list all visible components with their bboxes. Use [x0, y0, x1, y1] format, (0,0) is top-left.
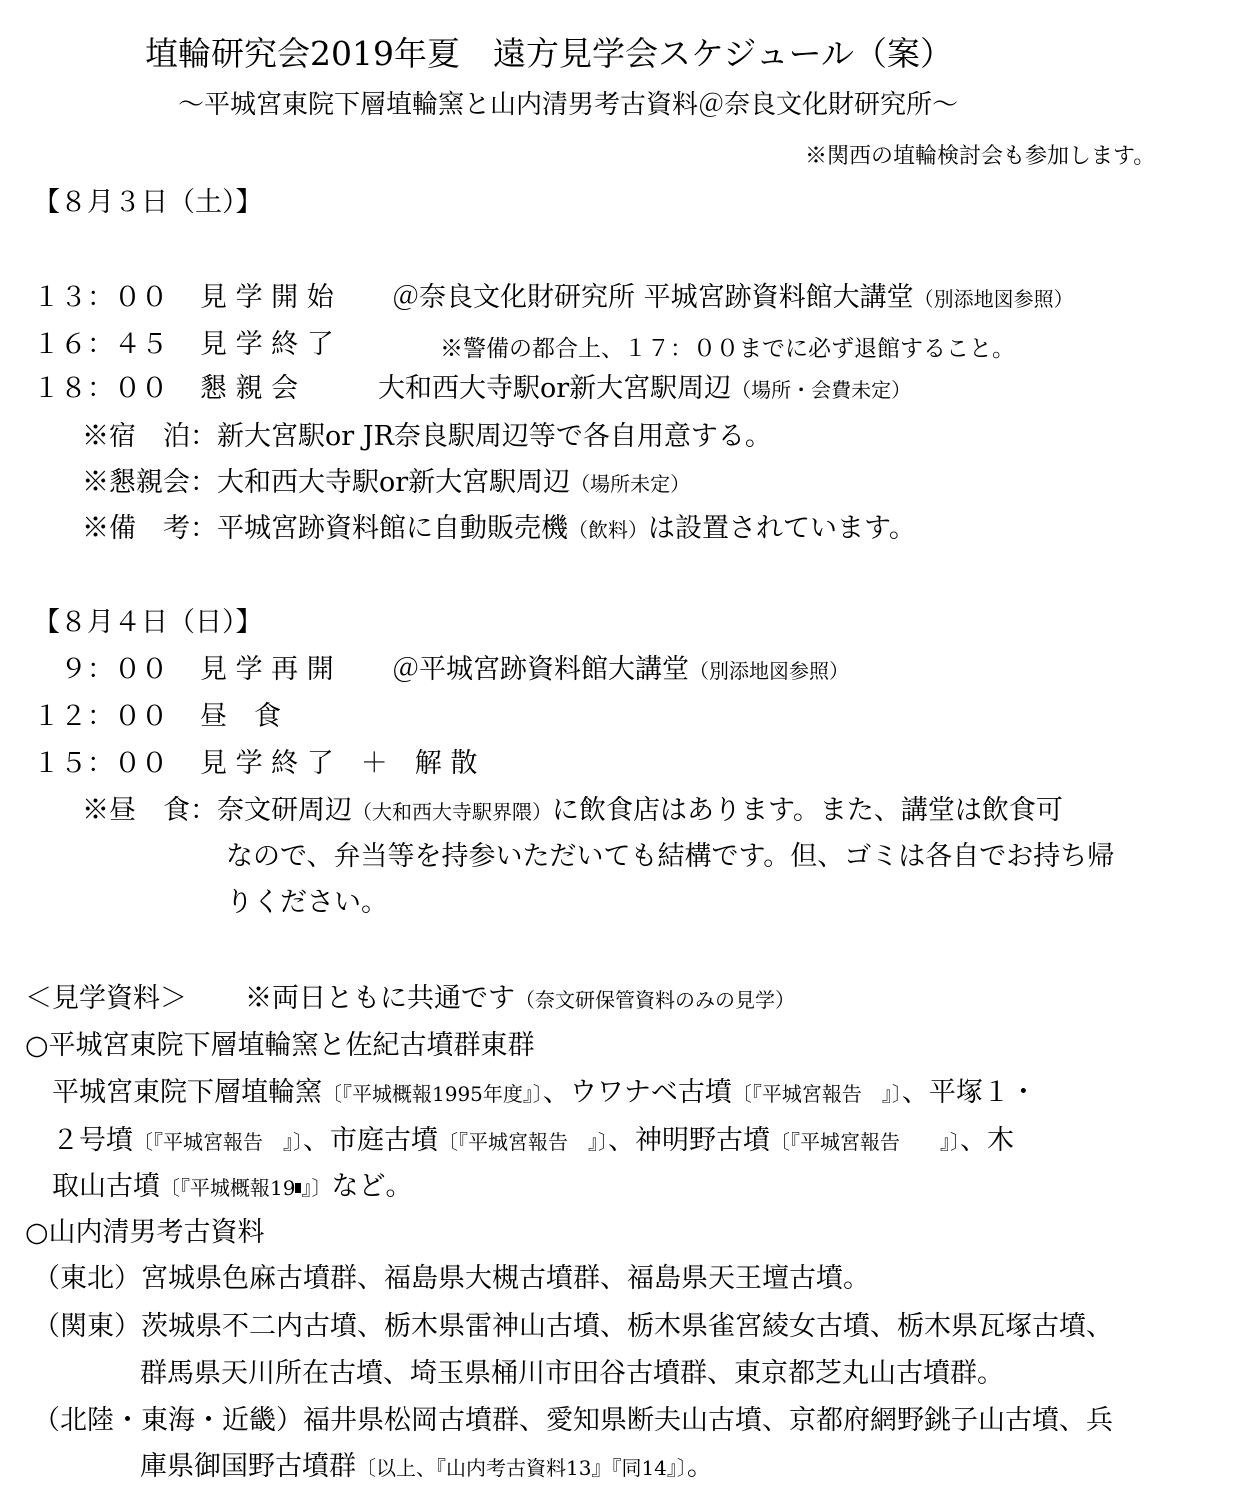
- day1-note-party: [82, 466, 690, 501]
- day2-row-detail: ＠平城宮跡資料館大講堂: [392, 654, 689, 685]
- section1-text: 、木: [960, 1125, 1014, 1156]
- section1-text: ２号墳: [52, 1125, 133, 1156]
- section1-line3: [52, 1170, 412, 1205]
- day2-row-event: 見 学 再 開: [200, 654, 334, 685]
- note-label: ※宿 泊：: [82, 421, 217, 452]
- note-small: （大和西大寺駅界隈）: [352, 800, 552, 824]
- note-text: 大和西大寺駅or新大宮駅周辺: [217, 467, 571, 498]
- document-title: 埴輪研究会2019年夏 遠方見学会スケジュール（案）: [145, 34, 954, 73]
- day2-lunch-note-line3: りください。: [226, 887, 388, 918]
- day2-lunch-note: [82, 794, 1063, 829]
- day1-row-detail-wrap: [378, 372, 911, 407]
- day1-row-small: （場所・会費未定）: [731, 378, 912, 402]
- region-label: （北陸・東海・近畿）: [33, 1405, 303, 1436]
- day1-row-detail: 大和西大寺駅or新大宮駅周辺: [378, 373, 732, 404]
- day2-row-time: ９：００: [33, 654, 168, 685]
- note-text: 平城宮跡資料館に自動販売機: [217, 513, 568, 544]
- materials-heading-note-small: （奈文研保管資料のみの見学）: [515, 988, 795, 1012]
- day1-row-event: 懇 親 会: [200, 373, 299, 404]
- section1-text: など。: [331, 1171, 413, 1202]
- day2-row-time: １５：００: [33, 748, 168, 779]
- region-text: 庫県御国野古墳群: [140, 1451, 356, 1482]
- section1-citation: 〔『平城宮報告 』〕: [770, 1130, 960, 1154]
- day2-lunch-note-line2: なので、弁当等を持参いただいても結構です。但、ゴミは各自でお持ち帰: [226, 841, 1115, 872]
- note-small: （場所未定）: [570, 472, 691, 496]
- participation-note: ※関西の埴輪検討会も参加します。: [805, 144, 1156, 169]
- section2-title: ○山内清男考古資料: [25, 1217, 265, 1248]
- region-kanto: [33, 1310, 1113, 1344]
- note-tail: は設置されています。: [648, 513, 916, 544]
- section1-text: 取山古墳: [52, 1171, 160, 1202]
- region-text: 。: [686, 1451, 714, 1482]
- materials-heading-note: ※両日ともに共通です: [245, 983, 515, 1014]
- day2-row-small: （別添地図参照）: [689, 659, 849, 683]
- region-tohoku: [33, 1262, 870, 1296]
- note-label: ※備 考：: [82, 513, 217, 544]
- region-label: （関東）: [33, 1311, 141, 1342]
- day1-row-detail: ＠奈良文化財研究所 平城宮跡資料館大講堂: [392, 282, 914, 313]
- day1-row-event: 見 学 開 始: [200, 282, 334, 313]
- day2-row-event: 昼 食: [200, 701, 281, 732]
- day2-heading: 【８月４日（日）】: [33, 607, 263, 638]
- section1-citation: 〔『平城概報19: [160, 1176, 296, 1200]
- region-text: 福井県松岡古墳群、愛知県断夫山古墳、京都府網野銚子山古墳、兵: [303, 1405, 1113, 1436]
- section1-text: 、平塚１・: [901, 1077, 1037, 1108]
- region-hokuriku-line2: [140, 1450, 714, 1485]
- section1-line2: [52, 1124, 1014, 1159]
- section1-line1: [52, 1076, 1037, 1111]
- section1-citation: 〔『平城概報1995年度』〕: [322, 1082, 543, 1106]
- day1-row-detail: ※警備の都合上、１７：００までに必ず退館すること。: [440, 336, 1015, 362]
- day1-row-time: １８：００: [33, 373, 168, 404]
- note-label: ※懇親会：: [82, 467, 217, 498]
- materials-heading: ＜見学資料＞: [25, 983, 187, 1014]
- day1-note-lodging: [82, 420, 772, 454]
- day2-row-event: 見 学 終 了 ＋ 解 散: [200, 748, 478, 779]
- section1-citation: 〔『平城宮報告 』〕: [133, 1130, 303, 1154]
- materials-heading-line: [25, 982, 795, 1017]
- day1-heading: 【８月３日（土）】: [33, 187, 263, 218]
- section1-title: ○平城宮東院下層埴輪窯と佐紀古墳群東群: [25, 1030, 535, 1061]
- note-text: 奈文研周辺: [217, 795, 352, 826]
- note-label: ※昼 食：: [82, 795, 217, 826]
- region-citation: 〔以上、『山内考古資料13』『同14』〕: [356, 1456, 687, 1480]
- section1-text: 、神明野古墳: [608, 1125, 770, 1156]
- day1-row-time: １６：４５: [33, 329, 168, 360]
- section1-citation: 〔『平城宮報告 』〕: [438, 1130, 608, 1154]
- document-subtitle: ～平城宮東院下層埴輪窯と山内清男考古資料＠奈良文化財研究所～: [178, 90, 959, 120]
- day1-row-time: １３：００: [33, 282, 168, 313]
- section1-citation: 〔『平城宮報告 』〕: [731, 1082, 902, 1106]
- section1-citation: 』〕: [301, 1176, 332, 1200]
- section1-text: 、市庭古墳: [303, 1125, 438, 1156]
- section1-text: 、ウワナベ古墳: [542, 1077, 732, 1108]
- region-hokuriku: [33, 1404, 1113, 1438]
- region-kanto-line2: 群馬県天川所在古墳、埼玉県桶川市田谷古墳群、東京都芝丸山古墳群。: [140, 1358, 1004, 1389]
- region-label: （東北）: [33, 1263, 141, 1294]
- day1-row-event: 見 学 終 了: [200, 329, 334, 360]
- note-text-cont: に飲食店はあります。また、講堂は飲食可: [552, 795, 1063, 826]
- region-text: 宮城県色麻古墳群、福島県大槻古墳群、福島県天王壇古墳。: [141, 1263, 870, 1294]
- day2-row-time: １２：００: [33, 701, 168, 732]
- day1-note-remarks: [82, 512, 916, 547]
- section1-text: 平城宮東院下層埴輪窯: [52, 1077, 322, 1108]
- note-text: 新大宮駅or JR奈良駅周辺等で各自用意する。: [217, 421, 772, 452]
- day1-row-small: （別添地図参照）: [913, 287, 1074, 311]
- note-small: （飲料）: [568, 518, 648, 542]
- day2-row-detail-wrap: [392, 653, 849, 688]
- region-text: 茨城県不二内古墳、栃木県雷神山古墳、栃木県雀宮綾女古墳、栃木県瓦塚古墳、: [141, 1311, 1113, 1342]
- day1-row-detail-wrap: [392, 281, 1074, 316]
